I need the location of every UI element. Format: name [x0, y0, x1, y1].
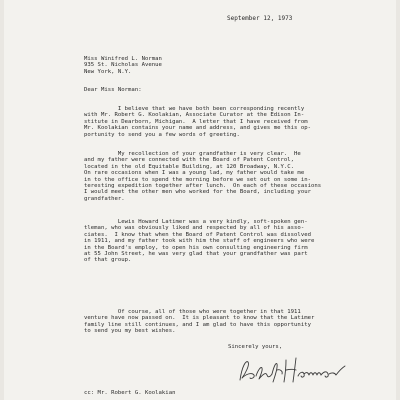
paragraph-4 [84, 309, 314, 335]
paragraph-line: grandfather. [84, 195, 125, 202]
paragraph-line: On rare occasions when I was a young lad, my father would take me [84, 170, 305, 177]
recipient-city: New York, N.Y. [84, 68, 132, 75]
paragraph-3 [84, 219, 314, 264]
paragraph-line: to send you my best wishes. [84, 328, 176, 335]
paragraph-line: I would meet the other men who worked for the Board, including your [84, 189, 311, 196]
paragraph-line: portunity to send you a few words of greeting. [84, 131, 240, 138]
recipient-name: Miss Winifred L. Norman [84, 56, 162, 62]
carbon-copy-line: cc: Mr. Robert G. Koolakian [84, 390, 176, 396]
letter-date: September 12, 1973 [227, 15, 293, 22]
paragraph-line: with Mr. Robert G. Koolakian, Associate Curator at the Edison In- [84, 112, 305, 119]
paragraph-line: My recollection of your grandfather is very clear. He [84, 151, 301, 157]
salutation: Dear Miss Norman: [84, 87, 142, 93]
letter-page [4, 0, 396, 400]
paragraph-2 [84, 151, 321, 202]
paragraph-line: I believe that we have both been corresponding recently [84, 106, 305, 112]
paragraph-line: family line still continues, and I am glad to have this opportunity [84, 321, 311, 328]
paragraph-line: of that group. [84, 257, 132, 264]
paragraph-1 [84, 106, 311, 138]
paragraph-line: Of course, all of those who were together in that 1911 [84, 309, 301, 315]
paragraph-line: at 55 John Street, he was very glad that your grandfather was part [84, 251, 308, 258]
handwritten-signature [236, 352, 348, 386]
recipient-street: 935 St. Nicholas Avenue [84, 62, 162, 69]
paragraph-line: venture have now passed on. It is pleasant to know that the Latimer [84, 315, 315, 322]
paragraph-line: in to the office to spend the morning before we set out on some in- [84, 176, 311, 183]
paragraph-line: in 1911, and my father took with him the staff of engineers who were [84, 238, 315, 245]
paragraph-line: tleman, who was obviously liked and respected by all of his asso- [84, 225, 305, 232]
paragraph-line: stitute in Dearborn, Michigan. A letter that I have received from [84, 118, 308, 125]
paragraph-line: Lewis Howard Latimer was a very kindly, soft-spoken gen- [84, 219, 308, 225]
paragraph-line: teresting expedition together after lunch. On each of these occasions [84, 183, 322, 190]
paragraph-line: located in the old Equitable Building, at 120 Broadway, N.Y.C. [84, 163, 295, 170]
paragraph-line: ciates. I know that when the Board of Patent Control was dissolved [84, 231, 311, 238]
paragraph-line: in the Board's employ, to open his own consulting engineering firm [84, 244, 308, 251]
paragraph-line: Mr. Koolakian contains your name and address, and gives me this op- [84, 125, 311, 132]
recipient-address [84, 56, 162, 75]
closing: Sincerely yours, [228, 344, 283, 350]
paragraph-line: and my father were connected with the Board of Patent Control, [84, 157, 295, 164]
